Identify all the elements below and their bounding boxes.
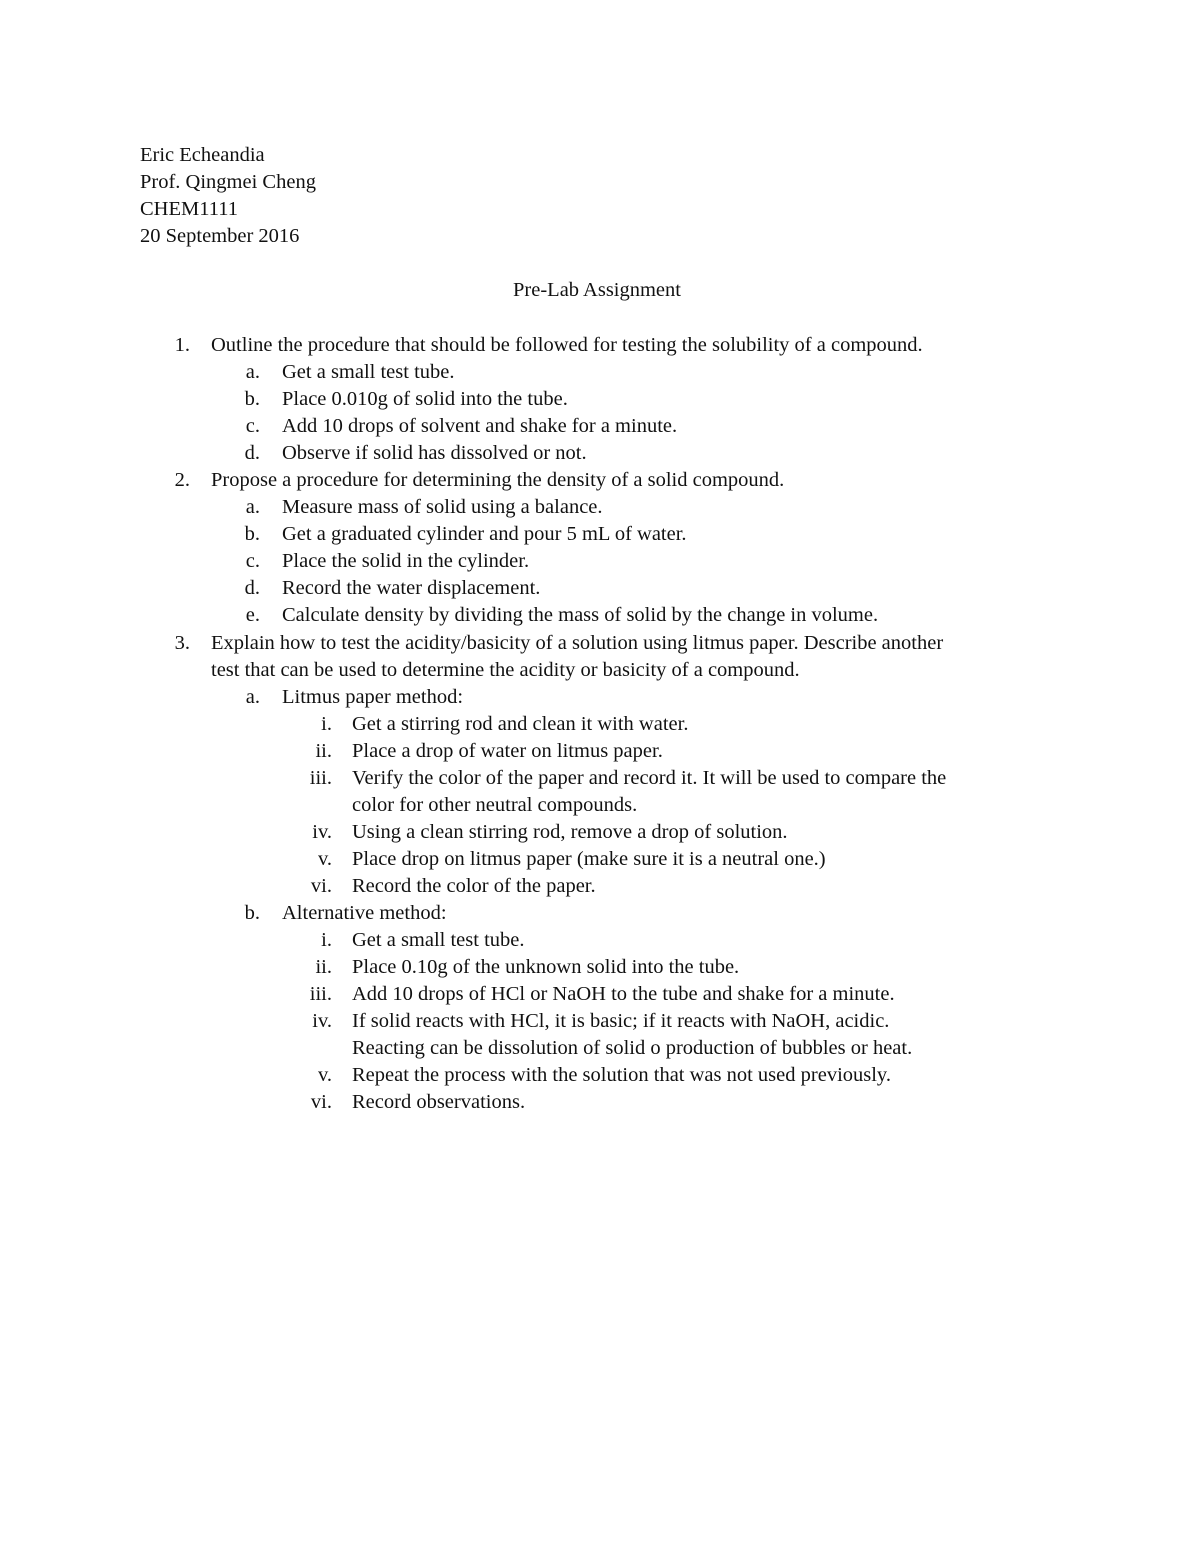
list-item: Observe if solid has dissolved or not. — [282, 442, 587, 464]
list-marker: c. — [245, 550, 260, 572]
list-marker: a. — [245, 686, 260, 708]
list-item: Place 0.010g of solid into the tube. — [282, 388, 568, 410]
step-marker: ii. — [315, 956, 332, 978]
step-marker: ii. — [315, 740, 332, 762]
step-text: Repeat the process with the solution that was not used previously. — [352, 1064, 891, 1086]
student-name: Eric Echeandia — [140, 144, 265, 166]
page-title: Pre-Lab Assignment — [513, 279, 681, 301]
step-marker: v. — [317, 1064, 332, 1086]
course-code: CHEM1111 — [140, 198, 238, 220]
list-item: Get a graduated cylinder and pour 5 mL of water. — [282, 523, 687, 545]
step-text: Get a small test tube. — [352, 929, 525, 951]
list-item: Litmus paper method: — [282, 686, 464, 708]
step-marker: vi. — [310, 875, 332, 897]
step-text: If solid reacts with HCl, it is basic; if it reacts with NaOH, acidic. — [352, 1010, 890, 1032]
list-item: Add 10 drops of solvent and shake for a minute. — [282, 415, 678, 437]
step-marker: i. — [321, 929, 332, 951]
step-text: Get a stirring rod and clean it with water. — [352, 713, 689, 735]
list-marker: d. — [244, 442, 260, 464]
step-text-continued: color for other neutral compounds. — [352, 794, 638, 816]
list-item: Record the water displacement. — [282, 577, 541, 599]
list-marker: b. — [244, 523, 260, 545]
step-text: Record observations. — [352, 1091, 526, 1113]
step-text: Using a clean stirring rod, remove a drop of solution. — [352, 821, 788, 843]
step-text: Record the color of the paper. — [352, 875, 596, 897]
list-marker: a. — [245, 496, 260, 518]
list-marker: c. — [245, 415, 260, 437]
list-marker: b. — [244, 388, 260, 410]
question-number: 1. — [174, 334, 190, 356]
step-text: Add 10 drops of HCl or NaOH to the tube and shake for a minute. — [352, 983, 895, 1005]
step-marker: iii. — [309, 767, 332, 789]
step-text: Place drop on litmus paper (make sure it is a neutral one.) — [352, 848, 826, 870]
professor-name: Prof. Qingmei Cheng — [140, 171, 316, 193]
step-marker: i. — [321, 713, 332, 735]
list-marker: d. — [244, 577, 260, 599]
question-text-continued: test that can be used to determine the acidity or basicity of a compound. — [211, 659, 800, 681]
step-text: Place a drop of water on litmus paper. — [352, 740, 663, 762]
question-text: Propose a procedure for determining the density of a solid compound. — [211, 469, 785, 491]
question-text: Outline the procedure that should be followed for testing the solubility of a compound. — [211, 334, 923, 356]
list-item: Get a small test tube. — [282, 361, 455, 383]
question-number: 2. — [174, 469, 190, 491]
step-text: Verify the color of the paper and record it. It will be used to compare the — [352, 767, 947, 789]
list-item: Place the solid in the cylinder. — [282, 550, 530, 572]
list-marker: b. — [244, 902, 260, 924]
list-item: Calculate density by dividing the mass of solid by the change in volume. — [282, 604, 879, 626]
step-marker: v. — [317, 848, 332, 870]
question-number: 3. — [174, 632, 190, 654]
list-item: Alternative method: — [282, 902, 447, 924]
step-marker: iv. — [312, 821, 332, 843]
list-marker: a. — [245, 361, 260, 383]
step-text-continued: Reacting can be dissolution of solid o production of bubbles or heat. — [352, 1037, 913, 1059]
document-date: 20 September 2016 — [140, 225, 300, 247]
step-marker: iii. — [309, 983, 332, 1005]
step-text: Place 0.10g of the unknown solid into the tube. — [352, 956, 740, 978]
question-text: Explain how to test the acidity/basicity of a solution using litmus paper. Describe another — [211, 632, 944, 654]
list-item: Measure mass of solid using a balance. — [282, 496, 603, 518]
step-marker: vi. — [310, 1091, 332, 1113]
step-marker: iv. — [312, 1010, 332, 1032]
list-marker: e. — [245, 604, 260, 626]
